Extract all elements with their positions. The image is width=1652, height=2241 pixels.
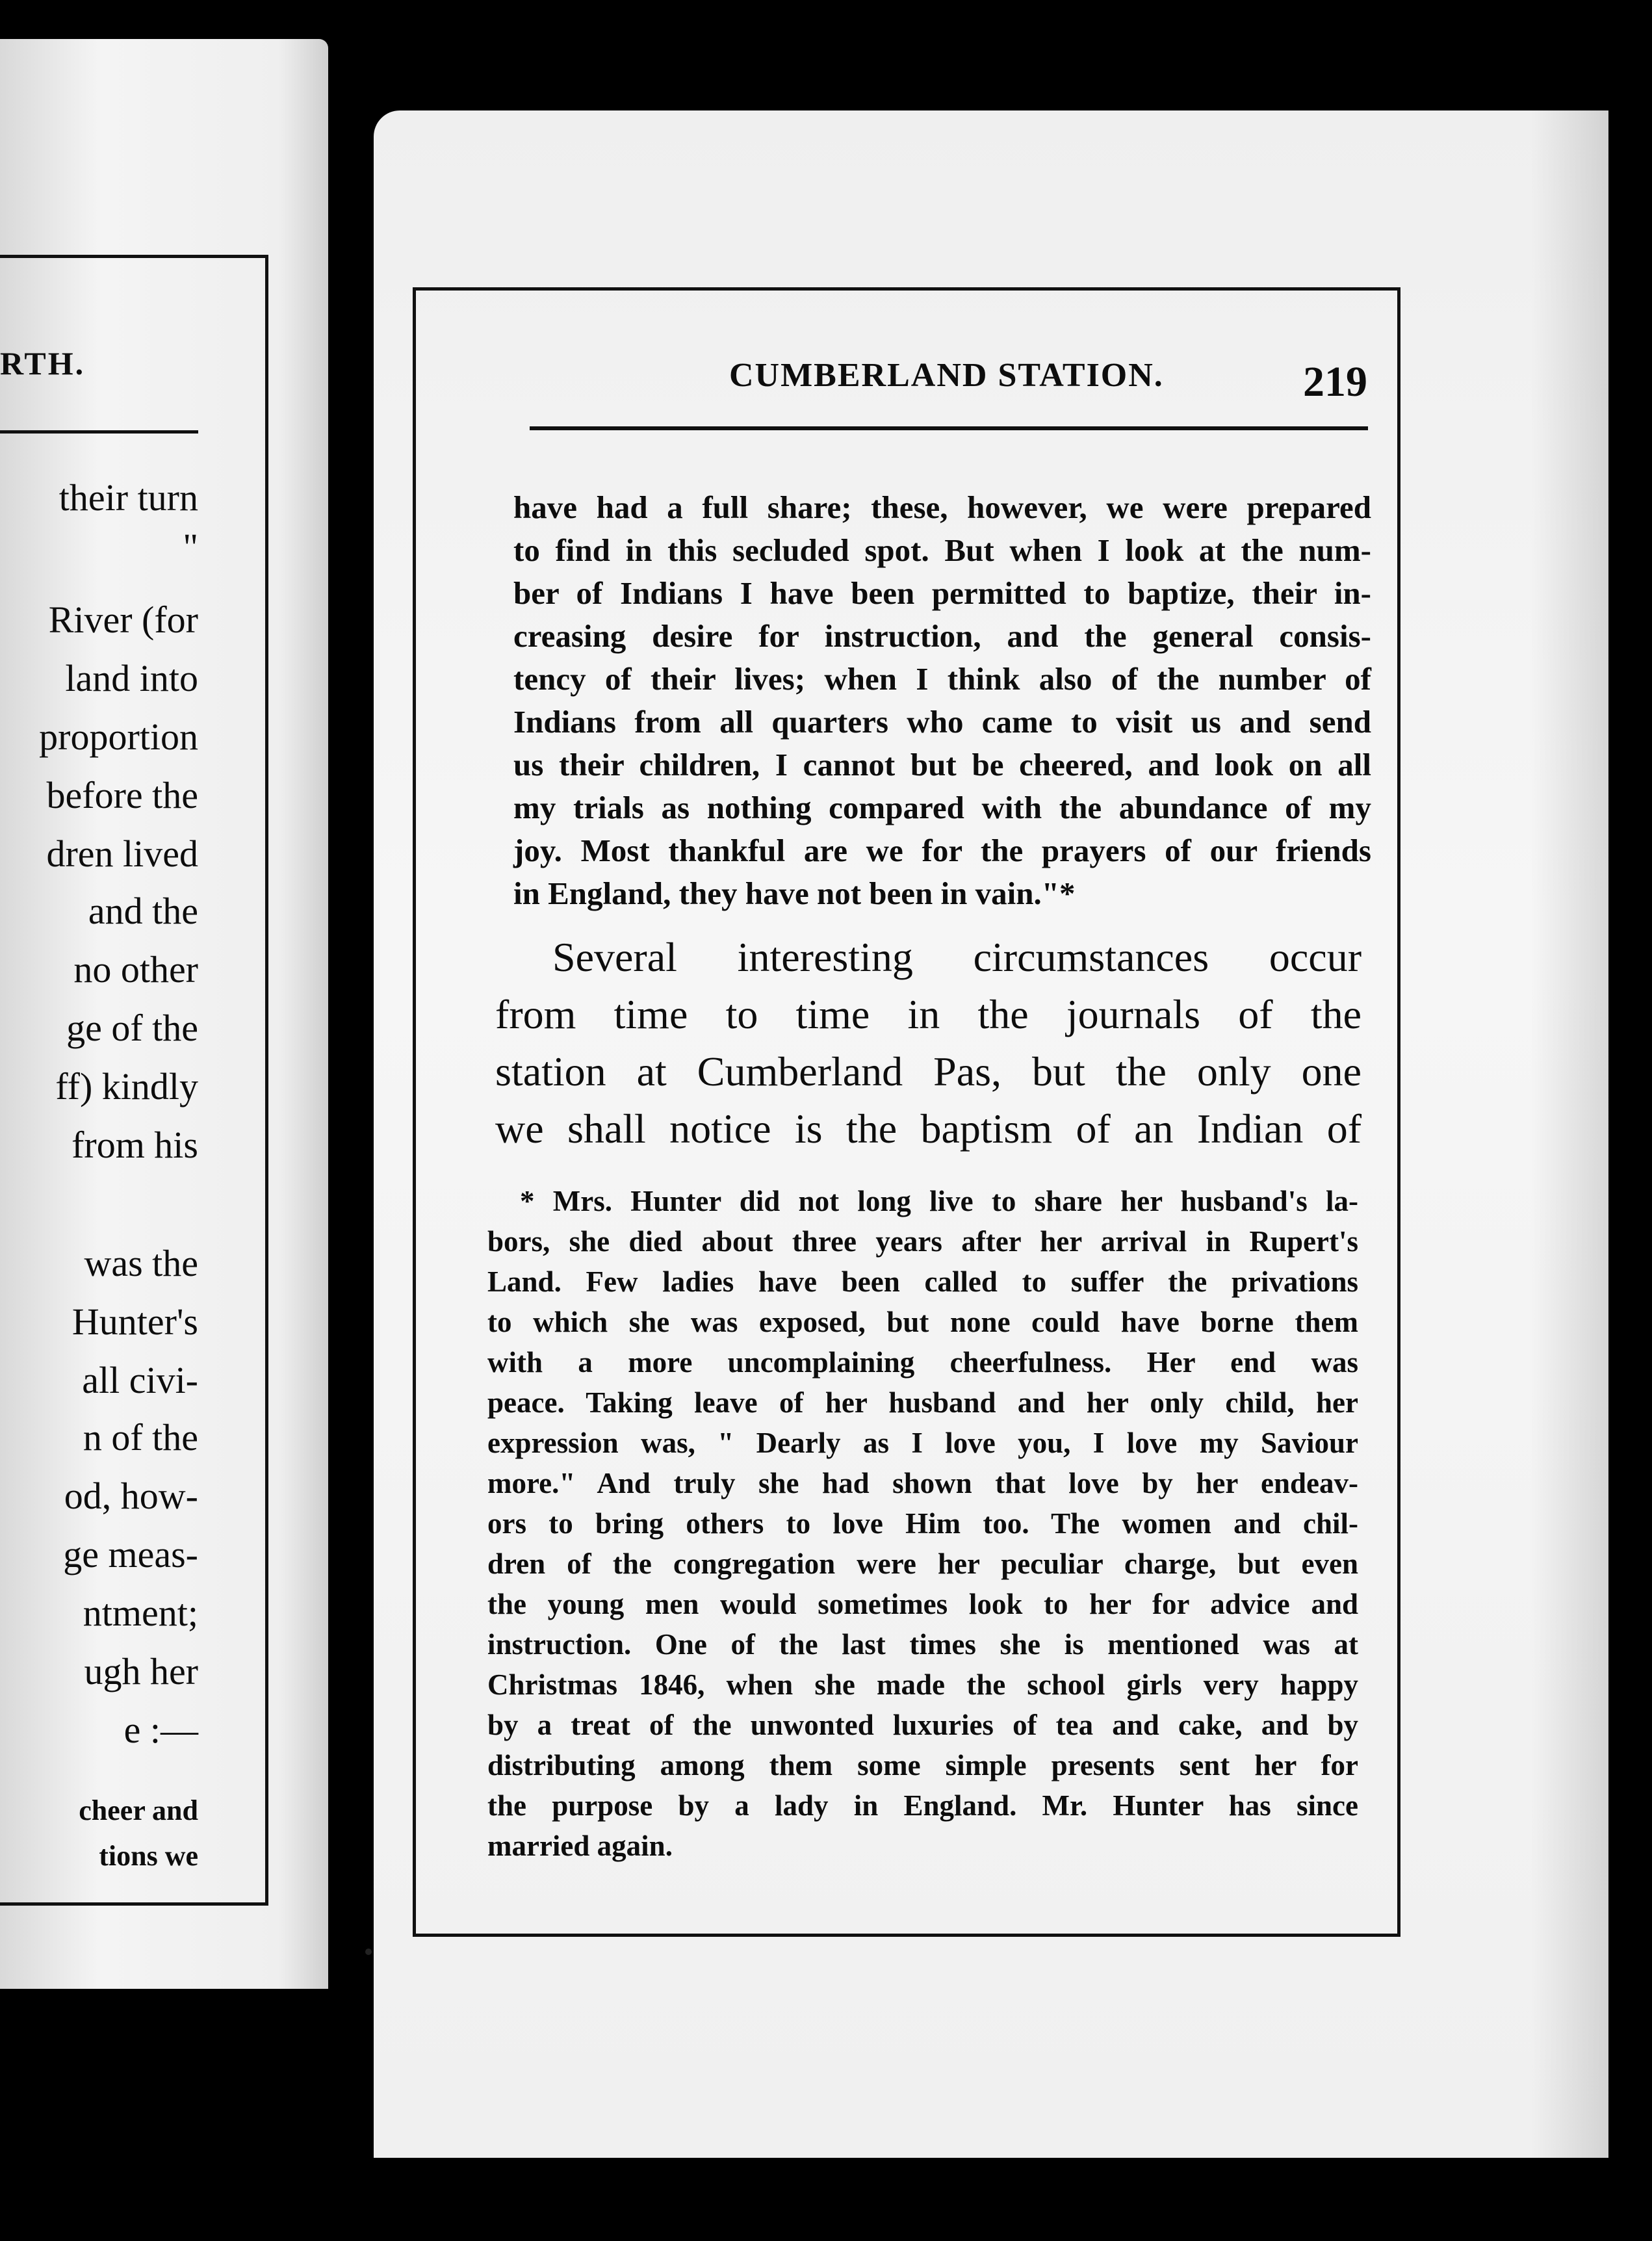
footnote-line: ors to bring others to love Him too. The women and chil- <box>487 1507 1358 1540</box>
quote-line: us their children, I cannot but be cheered, and look on all <box>513 747 1371 783</box>
left-text-line: and the <box>88 890 198 932</box>
left-text-line: ff) kindly <box>55 1065 198 1108</box>
body-line: Several interesting circumstances occur <box>552 934 1362 980</box>
left-text-line: their turn <box>58 476 198 519</box>
left-text-line: dren lived <box>46 833 198 875</box>
left-text-line: n of the <box>83 1416 198 1458</box>
footnote-line: by a treat of the unwonted luxuries of tea and cake, and by <box>487 1709 1358 1741</box>
quote-line: joy. Most thankful are we for the prayers of our friends <box>513 833 1371 868</box>
body-line: we shall notice is the baptism of an Indian of <box>495 1106 1362 1152</box>
footnote-line: to which she was exposed, but none could have borne them <box>487 1306 1358 1338</box>
quote-line: creasing desire for instruction, and the general consis- <box>513 618 1371 654</box>
footnote-line: the purpose by a lady in England. Mr. Hunter has since <box>487 1789 1358 1822</box>
running-head: CUMBERLAND STATION. <box>729 357 1164 394</box>
footnote-line: distributing among them some simple presents sent her for <box>487 1749 1358 1781</box>
left-text-line: ge of the <box>66 1007 198 1049</box>
footnote-line: Land. Few ladies have been called to suffer the privations <box>487 1265 1358 1298</box>
page-number: 219 <box>1303 358 1367 406</box>
left-text-line: ntment; <box>83 1592 198 1634</box>
footnote-line: dren of the congregation were her peculiar charge, but even <box>487 1548 1358 1580</box>
footnote-line: bors, she died about three years after her arrival in Rupert's <box>487 1225 1358 1258</box>
quote-line: my trials as nothing compared with the abundance of my <box>513 790 1371 825</box>
quote-line: Indians from all quarters who came to visit us and send <box>513 704 1371 740</box>
body-line: station at Cumberland Pas, but the only one <box>495 1048 1362 1095</box>
left-text-line: River (for <box>48 599 198 641</box>
footnote-line: Christmas 1846, when she made the school girls very happy <box>487 1668 1358 1701</box>
left-text-line: before the <box>46 774 198 816</box>
quote-line: tency of their lives; when I think also of the number of <box>513 661 1371 697</box>
left-text-line: od, how- <box>64 1475 198 1517</box>
left-text-line: land into <box>65 657 198 699</box>
header-rule <box>530 426 1368 430</box>
left-footnote-line: tions we <box>99 1840 198 1872</box>
footnote-line: peace. Taking leave of her husband and her only child, her <box>487 1386 1358 1419</box>
left-text-line: proportion <box>39 716 198 758</box>
left-text-line: " <box>183 526 198 568</box>
left-text-line: ge meas- <box>63 1533 198 1575</box>
footnote-line: * Mrs. Hunter did not long live to share her husband's la- <box>520 1185 1358 1217</box>
left-page <box>0 39 328 1989</box>
left-text-line: all civi- <box>82 1359 198 1401</box>
footnote-line: expression was, " Dearly as I love you, I love my Saviour <box>487 1427 1358 1459</box>
scan-speck <box>365 1949 372 1955</box>
left-page-running-head: RTH. <box>0 345 86 382</box>
left-text-line: e :— <box>123 1709 198 1751</box>
left-text-line: Hunter's <box>71 1301 198 1343</box>
quote-line: ber of Indians I have been permitted to baptize, their in- <box>513 575 1371 611</box>
left-footnote-line: cheer and <box>79 1794 198 1826</box>
footnote-line: with a more uncomplaining cheerfulness. Her end was <box>487 1346 1358 1379</box>
footnote-line: more." And truly she had shown that love by her endeav- <box>487 1467 1358 1499</box>
left-text-line: from his <box>71 1124 198 1166</box>
left-text-line: ugh her <box>84 1650 198 1692</box>
left-page-head-rule <box>0 430 198 434</box>
quote-line: to find in this secluded spot. But when I look at the num- <box>513 532 1371 568</box>
body-line: from time to time in the journals of the <box>495 991 1362 1037</box>
footnote-line: the young men would sometimes look to her for advice and <box>487 1588 1358 1620</box>
left-text-line: no other <box>73 948 198 991</box>
footnote-line: married again. <box>487 1830 673 1862</box>
footnote-line: instruction. One of the last times she is mentioned was at <box>487 1628 1358 1661</box>
page-edge-shadow <box>1530 110 1608 2158</box>
quote-line: have had a full share; these, however, we were prepared <box>513 489 1371 525</box>
quote-line: in England, they have not been in vain."* <box>513 875 1076 911</box>
left-text-line: was the <box>84 1242 198 1284</box>
